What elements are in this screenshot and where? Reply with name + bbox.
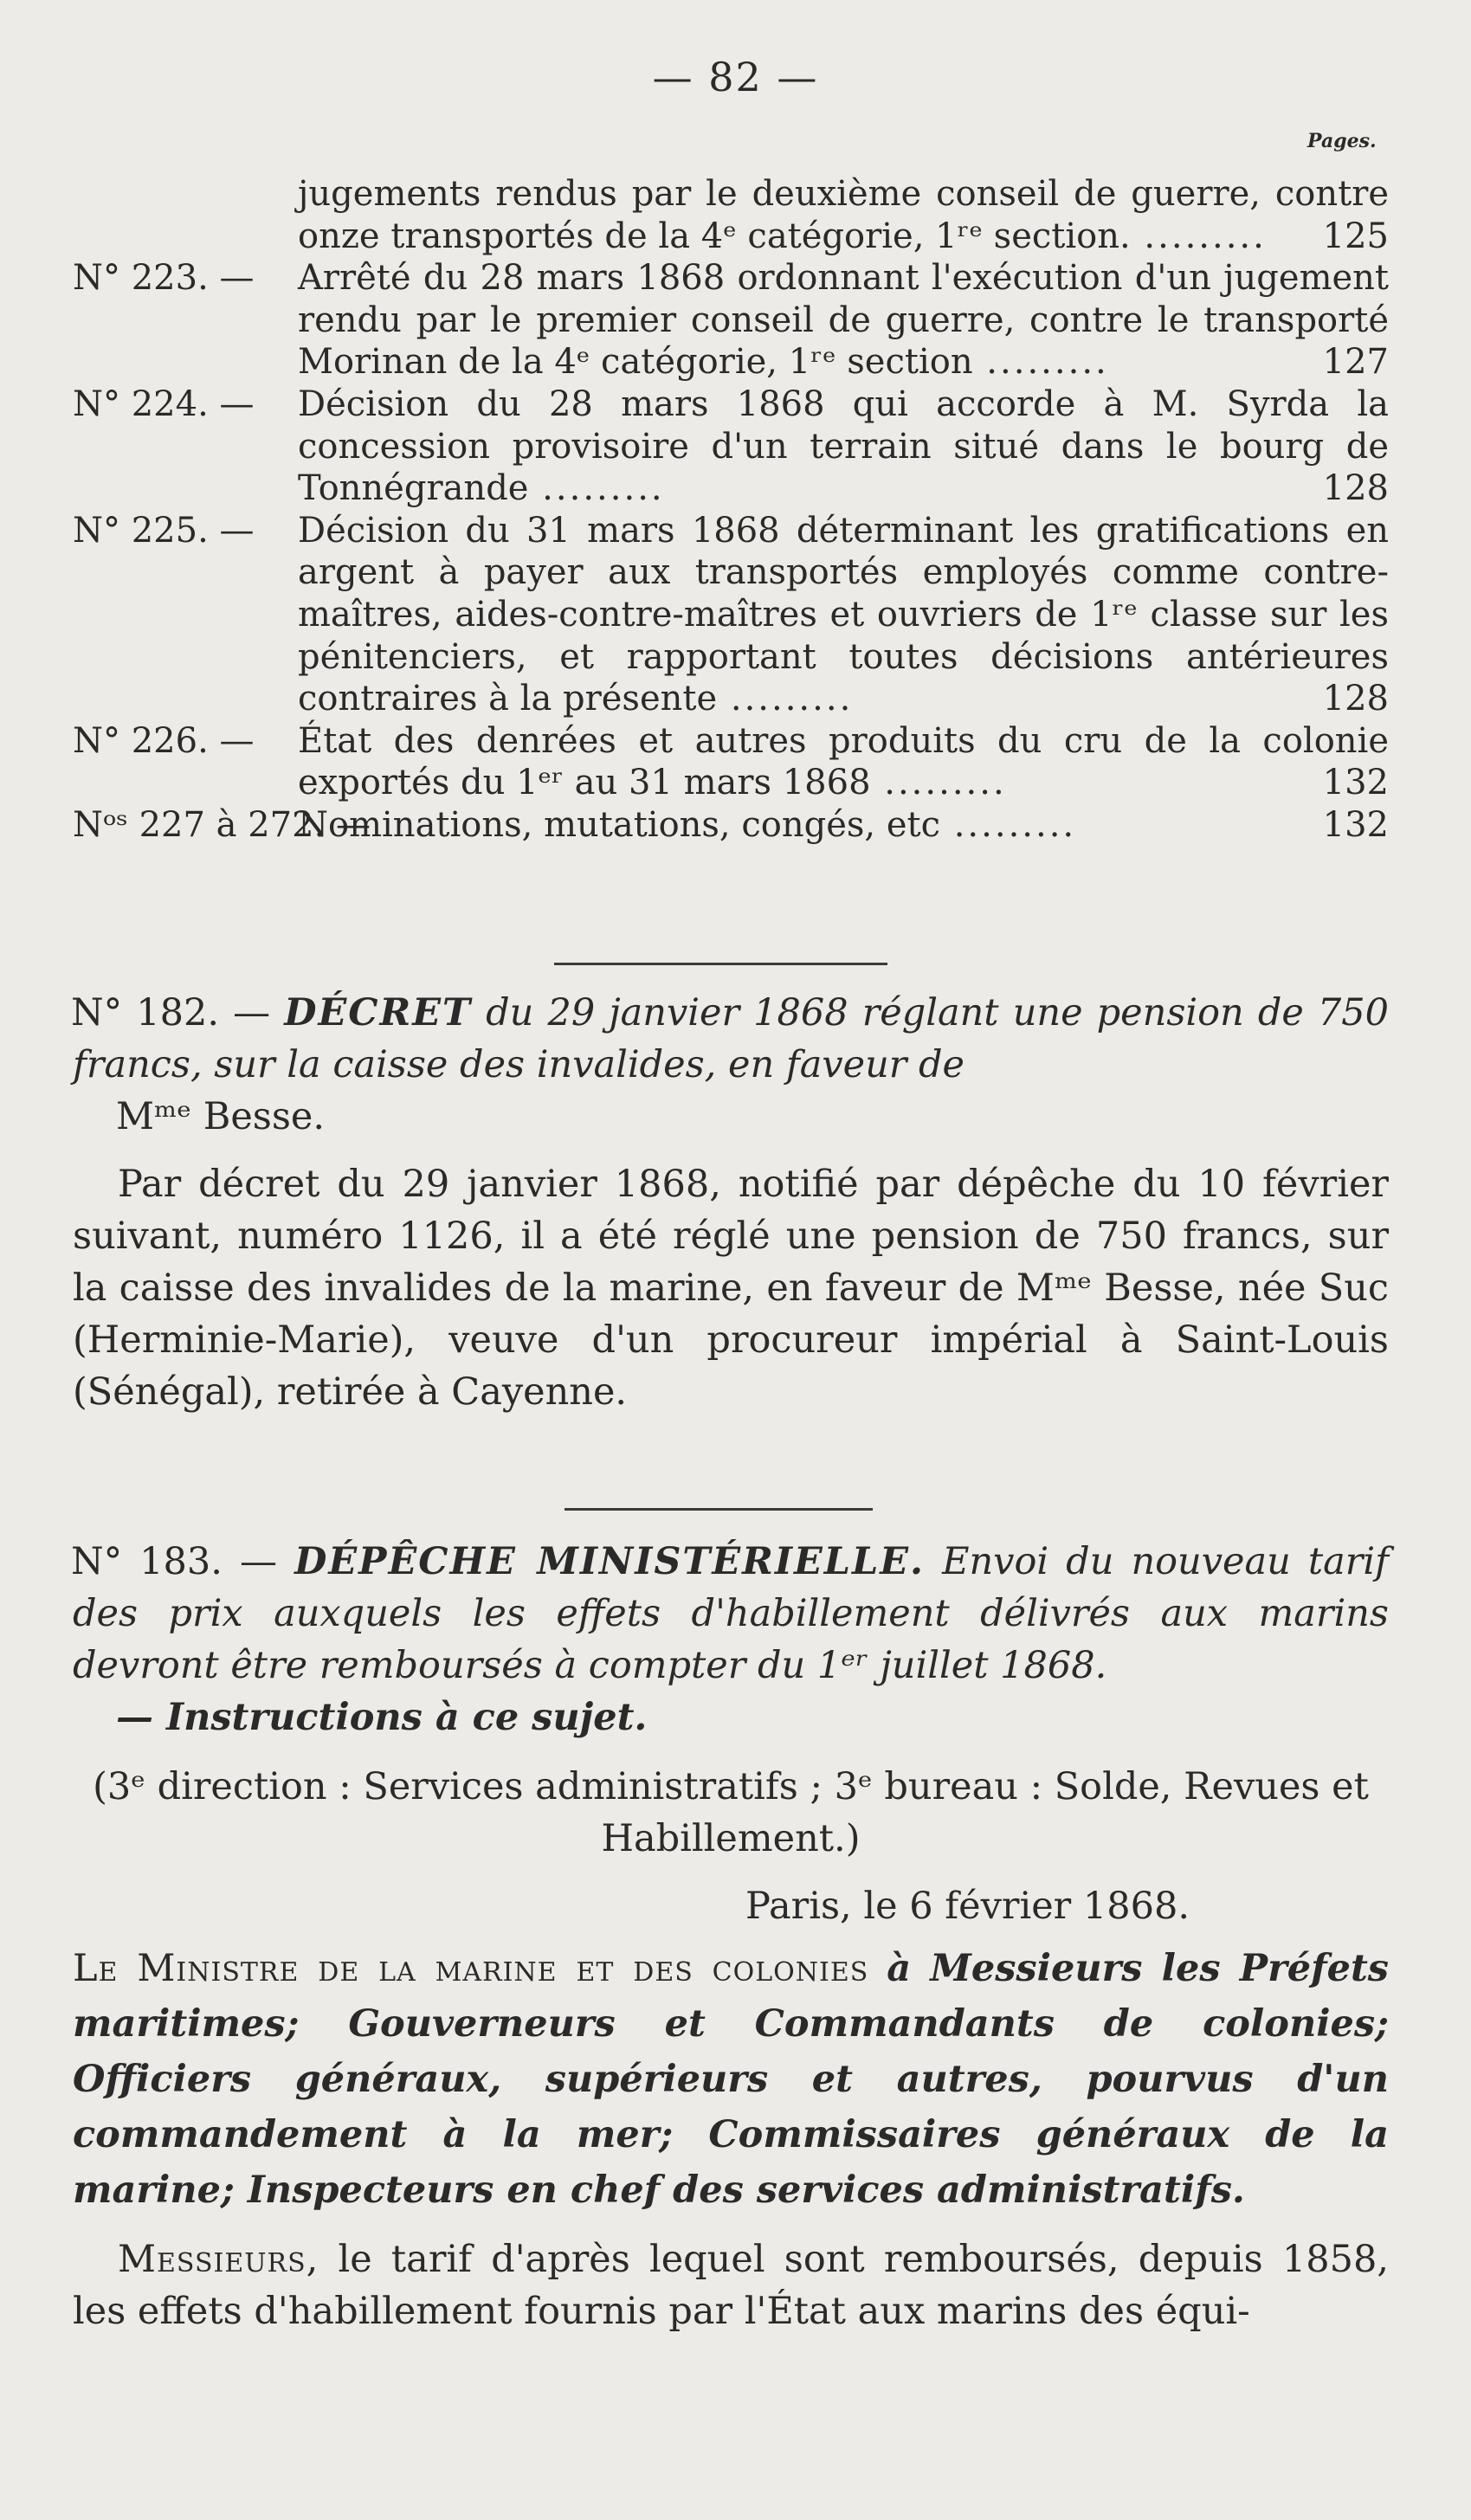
decree-182-body: Par décret du 29 janvier 1868, notifié par dépêche du 10 février suivant, numéro 1126, il a été réglé une pension de 750 francs, sur la caisse des invalides de la marine, en faveur de Mᵐᵉ Besse, née Suc (Herminie-Marie), veuve d'un procureur impérial à Saint-Louis (Sénégal), retirée à Cayenne. (73, 1163, 1389, 1414)
toc-leader-dots: ......... (1130, 216, 1267, 256)
decree-182-number: N° 182. — (71, 991, 271, 1034)
dispatch-183-heading (73, 1536, 1389, 1743)
toc-entry-number: N° 223. — (73, 258, 255, 299)
dispatch-183-address (73, 1941, 1389, 2218)
decree-182-title: DÉCRET (284, 991, 473, 1034)
toc-entry (73, 510, 1389, 720)
decree-182 (73, 987, 1389, 1418)
toc-entry-text: jugements rendus par le deuxième conseil de guerre, contre onze transportés de la 4ᵉ catégorie, 1ʳᵉ section. (298, 174, 1389, 256)
toc-leader-dots: ......... (870, 763, 1007, 803)
dispatch-183-date: Paris, le 6 février 1868. (745, 1885, 1190, 1928)
dispatch-183-salutation: Messieurs, (118, 2238, 319, 2281)
dispatch-183-subject: Envoi du nouveau tarif des prix auxquels les effets d'habillement délivrés aux marins devront être remboursés à compter du 1ᵉʳ juillet 1868. (73, 1540, 1389, 1687)
dispatch-183-title: DÉPÊCHE MINISTÉRIELLE. (294, 1540, 926, 1583)
table-of-contents (73, 173, 1389, 847)
decree-182-subject: du 29 janvier 1868 réglant une pension de 750 francs, sur la caisse des invalides, en faveur de (73, 991, 1390, 1086)
toc-entry-number: N° 226. — (73, 720, 255, 761)
toc-entry (73, 804, 1389, 847)
dispatch-183-number: N° 183. — (71, 1540, 277, 1583)
dispatch-183-body-paragraph (73, 2233, 1389, 2337)
toc-entry-number: Nᵒˢ 227 à 272. — (73, 804, 371, 845)
toc-entry (73, 383, 1389, 510)
dispatch-183-sender: Le Ministre de la marine et des colonies (73, 1947, 869, 1990)
dispatch-183 (73, 1536, 1389, 2337)
toc-leader-dots: ......... (972, 342, 1109, 383)
section-divider (565, 1508, 873, 1511)
toc-leader-dots: ......... (528, 468, 665, 509)
toc-entry-text: Décision du 31 mars 1868 déterminant les gratifications en argent à payer aux transportés employés comme contre-maîtres, aides-contre-maîtres et ouvriers de 1ʳᵉ classe sur les pénitenciers, et rapportant toutes décisions antérieures contraires à la présente (298, 510, 1389, 719)
toc-entry-text: État des denrées et autres produits du cru de la colonie exportés du 1ᵉʳ au 31 mars 1868 (298, 720, 1389, 803)
toc-entry-page: 127 (1322, 342, 1389, 383)
toc-leader-dots: ......... (940, 804, 1077, 845)
toc-entry-page: 128 (1322, 679, 1389, 719)
toc-entry-text: Arrêté du 28 mars 1868 ordonnant l'exécution d'un jugement rendu par le premier conseil de guerre, contre le transporté Morinan de la 4ᵉ catégorie, 1ʳᵉ section (298, 258, 1389, 383)
page-number: — 82 — (652, 54, 819, 100)
dispatch-183-recipients: à Messieurs les Préfets maritimes; Gouverneurs et Commandants de colonies; Officiers généraux, supérieurs et autres, pourvus d'un commandement à la mer; Commissaires généraux de la marine; Inspecteurs en chef des services administratifs. (73, 1947, 1390, 2212)
toc-leader-dots: ......... (717, 679, 854, 719)
decree-182-subject-tail: Mᵐᵉ Besse. (116, 1095, 326, 1138)
toc-entry-text: Nominations, mutations, congés, etc (298, 804, 940, 845)
toc-entry-number: N° 224. — (73, 383, 255, 424)
dispatch-183-subject-tail: — Instructions à ce sujet. (116, 1696, 648, 1739)
toc-entry-page: 132 (1322, 804, 1389, 845)
pages-column-label: Pages. (1307, 130, 1377, 152)
decree-182-heading (73, 987, 1389, 1143)
toc-entry-page: 132 (1322, 763, 1389, 803)
toc-entry-number: N° 225. — (73, 510, 255, 551)
toc-entry (73, 173, 1389, 257)
toc-entry (73, 257, 1389, 383)
dispatch-183-direction: (3ᵉ direction : Services administratifs ; 3ᵉ bureau : Solde, Revues et Habillement.) (93, 1765, 1369, 1860)
toc-entry-text: Décision du 28 mars 1868 qui accorde à M. Syrda la concession provisoire d'un terrain situé dans le bourg de Tonnégrande (298, 383, 1389, 509)
dispatch-183-body: le tarif d'après lequel sont remboursés, depuis 1858, les effets d'habillement fournis par l'État aux marins des équi- (73, 2238, 1389, 2333)
section-divider (554, 963, 887, 965)
toc-entry-page: 125 (1322, 216, 1389, 256)
toc-entry-page: 128 (1322, 468, 1389, 509)
toc-entry (73, 720, 1389, 804)
